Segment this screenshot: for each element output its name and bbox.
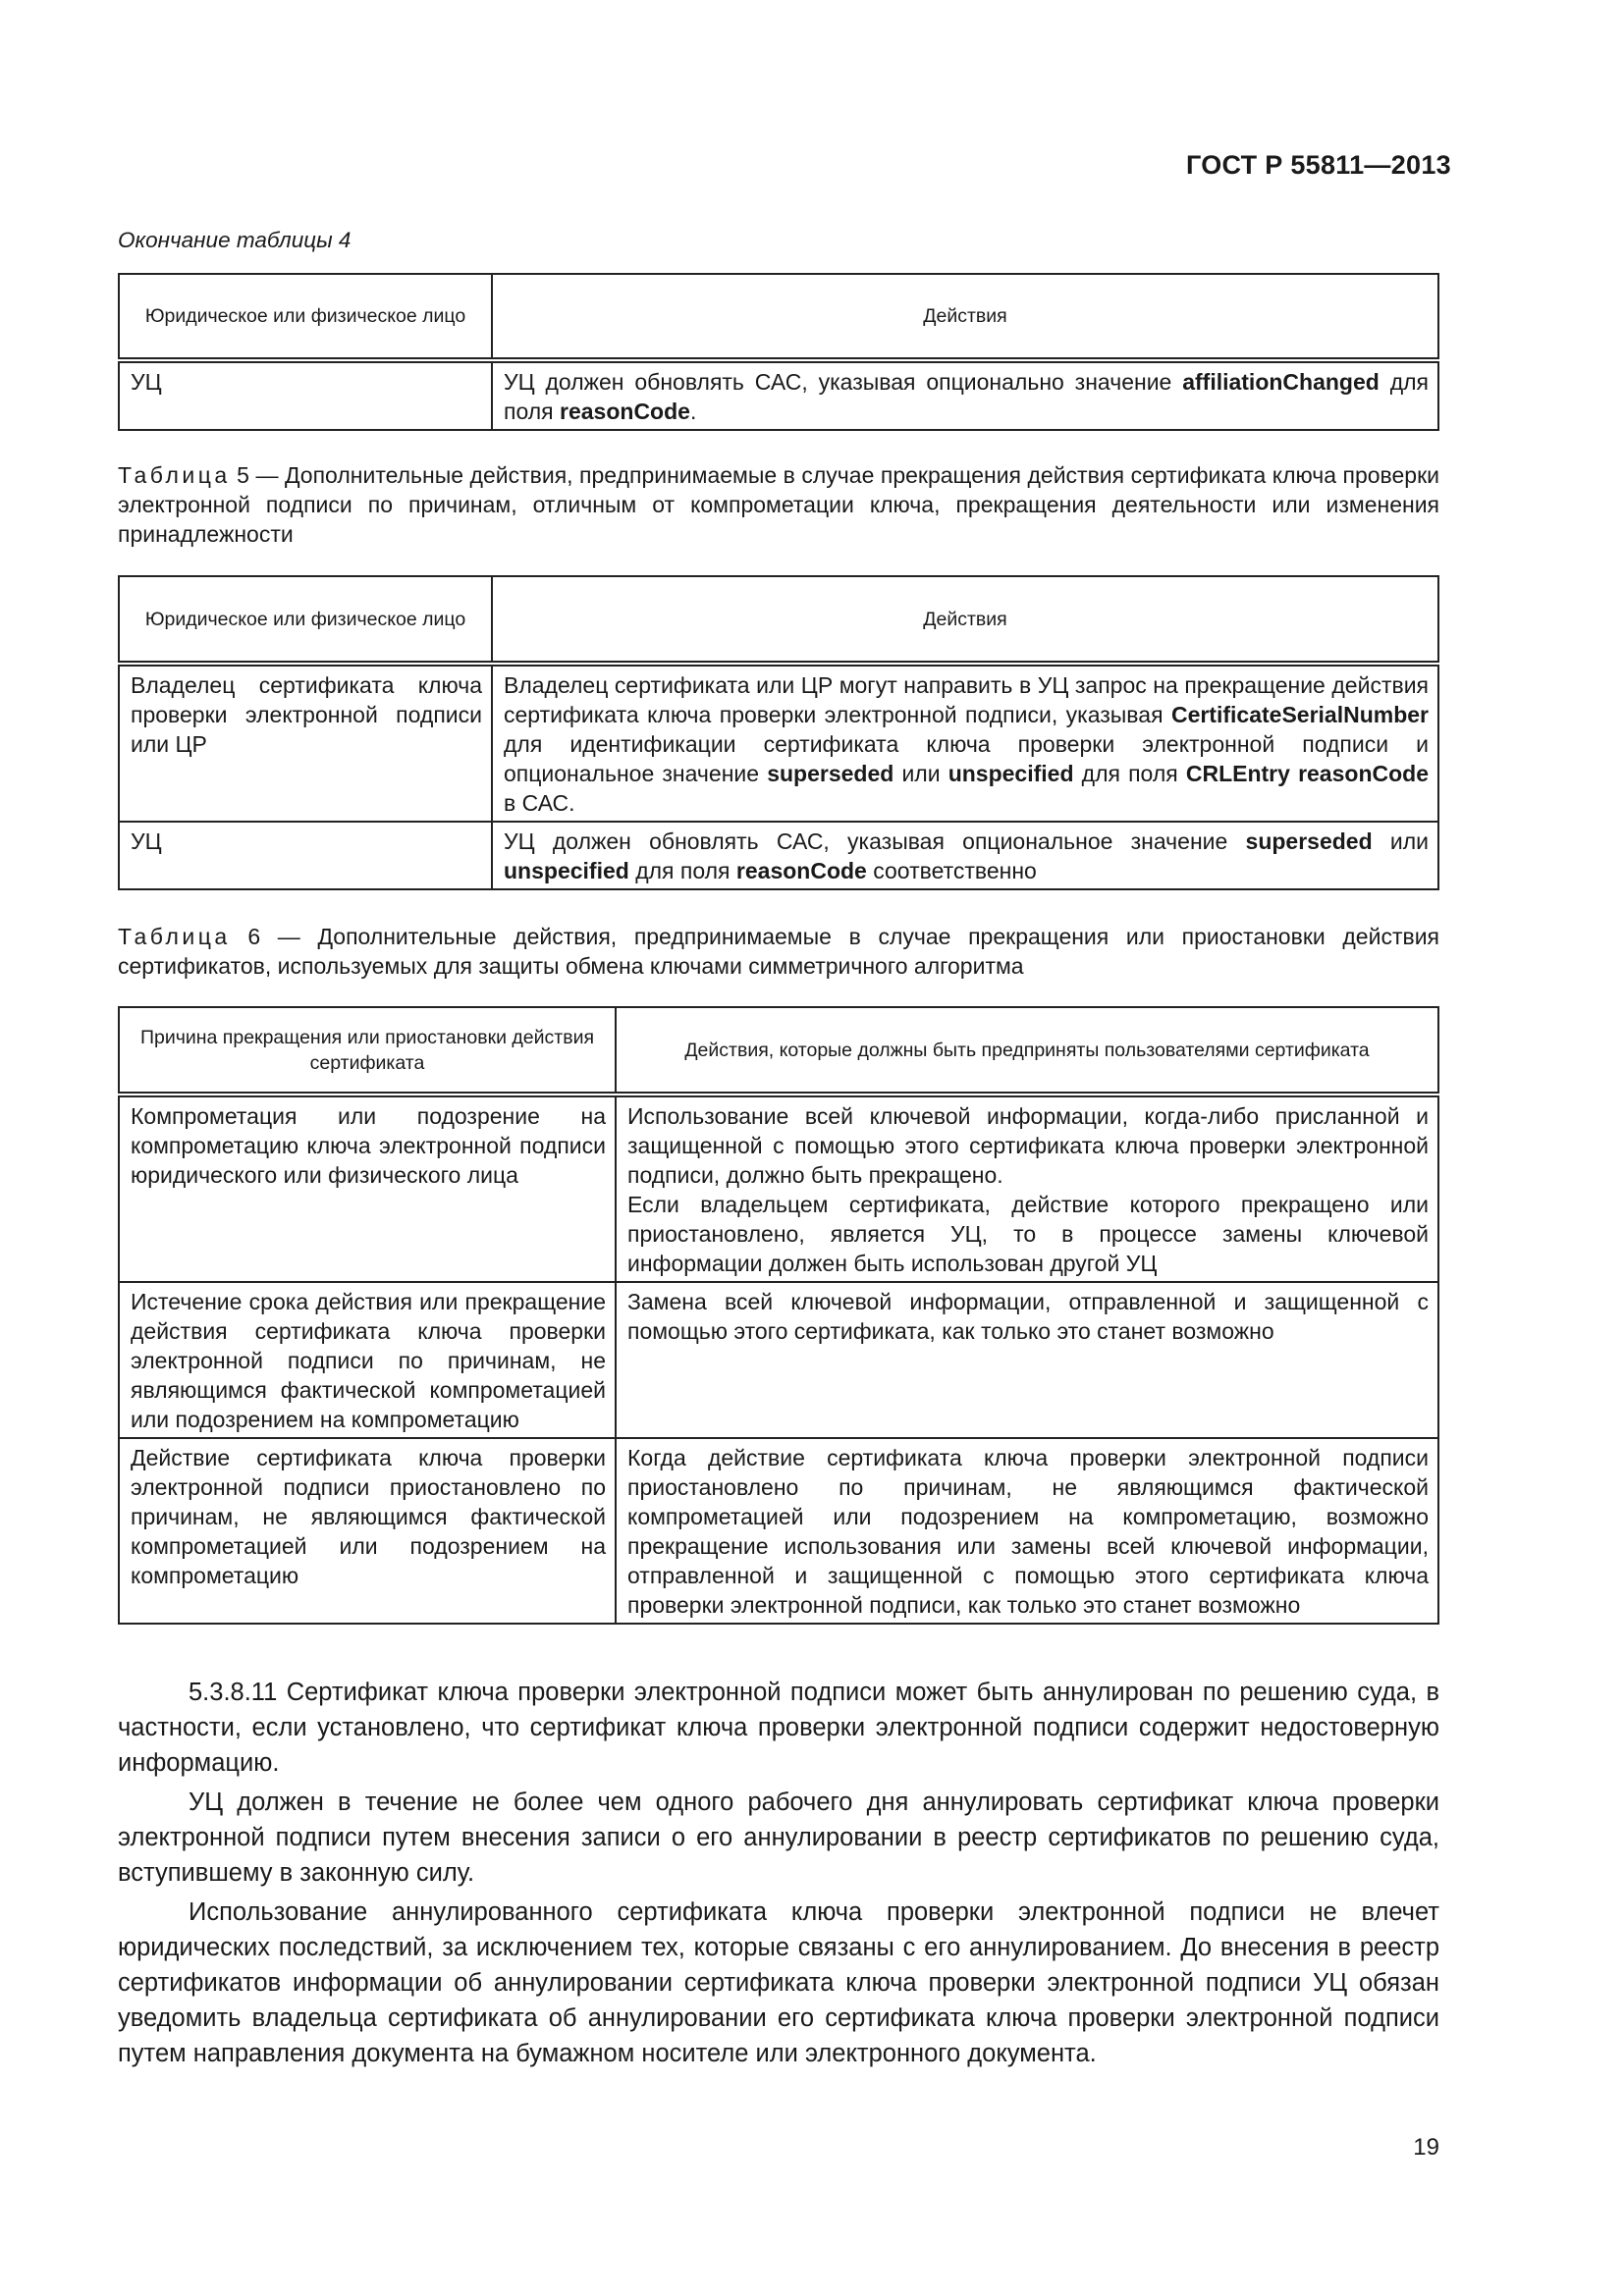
table-row bbox=[119, 360, 1438, 430]
cell-action: Замена всей ключевой информации, отправленной и защищенной с помощью этого сертификата, как только это станет возможно bbox=[616, 1282, 1438, 1438]
cell-action: Использование всей ключевой информации, когда-либо присланной и защищенной с помощью этого сертификата ключа проверки электронной подписи, должно быть прекращено. Если владельцем сертификата, действие которого прекращено или приостановлено, является УЦ, то в процессе замены ключевой информации должен быть использован другой УЦ bbox=[616, 1095, 1438, 1282]
table-row bbox=[119, 664, 1438, 822]
table-header-row bbox=[119, 576, 1438, 664]
table-4 bbox=[118, 273, 1439, 431]
header-actions: Действия bbox=[492, 576, 1438, 664]
paragraph-5-3-8-11: 5.3.8.11 Сертификат ключа проверки электронной подписи может быть аннулирован по решению суда, в частности, если установлено, что сертификат ключа проверки электронной подписи содержит недостоверную информацию. bbox=[118, 1679, 1439, 1777]
table-header-row bbox=[119, 1007, 1438, 1095]
header-user-actions: Действия, которые должны быть предприняты пользователями сертификата bbox=[616, 1007, 1438, 1095]
cell-reason: Компрометация или подозрение на компрометацию ключа электронной подписи юридического или физического лица bbox=[119, 1095, 616, 1282]
cell-reason: Действие сертификата ключа проверки электронной подписи приостановлено по причинам, не являющимся фактической компрометацией или подозрением на компрометацию bbox=[119, 1438, 616, 1624]
header-actions: Действия bbox=[492, 274, 1438, 360]
table-row bbox=[119, 1095, 1438, 1282]
cell-action: Владелец сертификата или ЦР могут направить в УЦ запрос на прекращение действия сертификата ключа проверки электронной подписи, указывая CertificateSerialNumber для идентификации сертификата ключа проверки электронной подписи и опциональное значение superseded или unspecified для поля CRLEntry reasonCode в САС. bbox=[492, 664, 1438, 822]
table-6-caption: Таблица 6 — Дополнительные действия, предпринимаемые в случае прекращения или приостановки действия сертификатов, используемых для защиты обмена ключами симметричного алгоритма bbox=[118, 924, 1439, 979]
table-header-row bbox=[119, 274, 1438, 360]
header-entity: Юридическое или физическое лицо bbox=[119, 576, 492, 664]
table-continuation-label: Окончание таблицы 4 bbox=[118, 228, 352, 252]
cell-entity: Владелец сертификата ключа проверки электронной подписи или ЦР bbox=[119, 664, 492, 822]
cell-entity: УЦ bbox=[119, 822, 492, 889]
table-row bbox=[119, 822, 1438, 889]
cell-action: Когда действие сертификата ключа проверки электронной подписи приостановлено по причинам, не являющимся фактической компрометацией или подозрением на компрометацию, возможно прекращение использования или замены всей ключевой информации, отправленной и защищенной с помощью этого сертификата ключа проверки электронной подписи, как только это станет возможно bbox=[616, 1438, 1438, 1624]
cell-reason: Истечение срока действия или прекращение действия сертификата ключа проверки электронной подписи по причинам, не являющимся фактической компрометацией или подозрением на компрометацию bbox=[119, 1282, 616, 1438]
cell-entity: УЦ bbox=[119, 360, 492, 430]
header-entity: Юридическое или физическое лицо bbox=[119, 274, 492, 360]
table-5 bbox=[118, 575, 1439, 890]
header-reason: Причина прекращения или приостановки действия сертификата bbox=[119, 1007, 616, 1095]
body-text bbox=[118, 1675, 1439, 2075]
cell-action: УЦ должен обновлять САС, указывая опционально значение affiliationChanged для поля reasonCode. bbox=[492, 360, 1438, 430]
paragraph: УЦ должен в течение не более чем одного рабочего дня аннулировать сертификат ключа проверки электронной подписи путем внесения записи о его аннулировании в реестр сертификатов по решению суда, вступившему в законную силу. bbox=[118, 1789, 1439, 1887]
table-6 bbox=[118, 1006, 1439, 1625]
standard-number: ГОСТ Р 55811—2013 bbox=[1185, 150, 1451, 180]
page-number: 19 bbox=[1413, 2134, 1439, 2161]
table-5-caption: Таблица 5 — Дополнительные действия, предпринимаемые в случае прекращения действия сертификата ключа проверки электронной подписи по причинам, отличным от компрометации ключа, прекращения деятельности или изменения принадлежности bbox=[118, 462, 1440, 547]
cell-action: УЦ должен обновлять САС, указывая опциональное значение superseded или unspecified для поля reasonCode соответственно bbox=[492, 822, 1438, 889]
table-row bbox=[119, 1282, 1438, 1438]
table-row bbox=[119, 1438, 1438, 1624]
paragraph: Использование аннулированного сертификата ключа проверки электронной подписи не влечет юридических последствий, за исключением тех, которые связаны с его аннулированием. До внесения в реестр сертификатов информации об аннулировании сертификата ключа проверки электронной подписи УЦ обязан уведомить владельца сертификата об аннулировании его сертификата ключа проверки электронной подписи путем направления документа на бумажном носителе или электронного документа. bbox=[118, 1898, 1439, 2067]
